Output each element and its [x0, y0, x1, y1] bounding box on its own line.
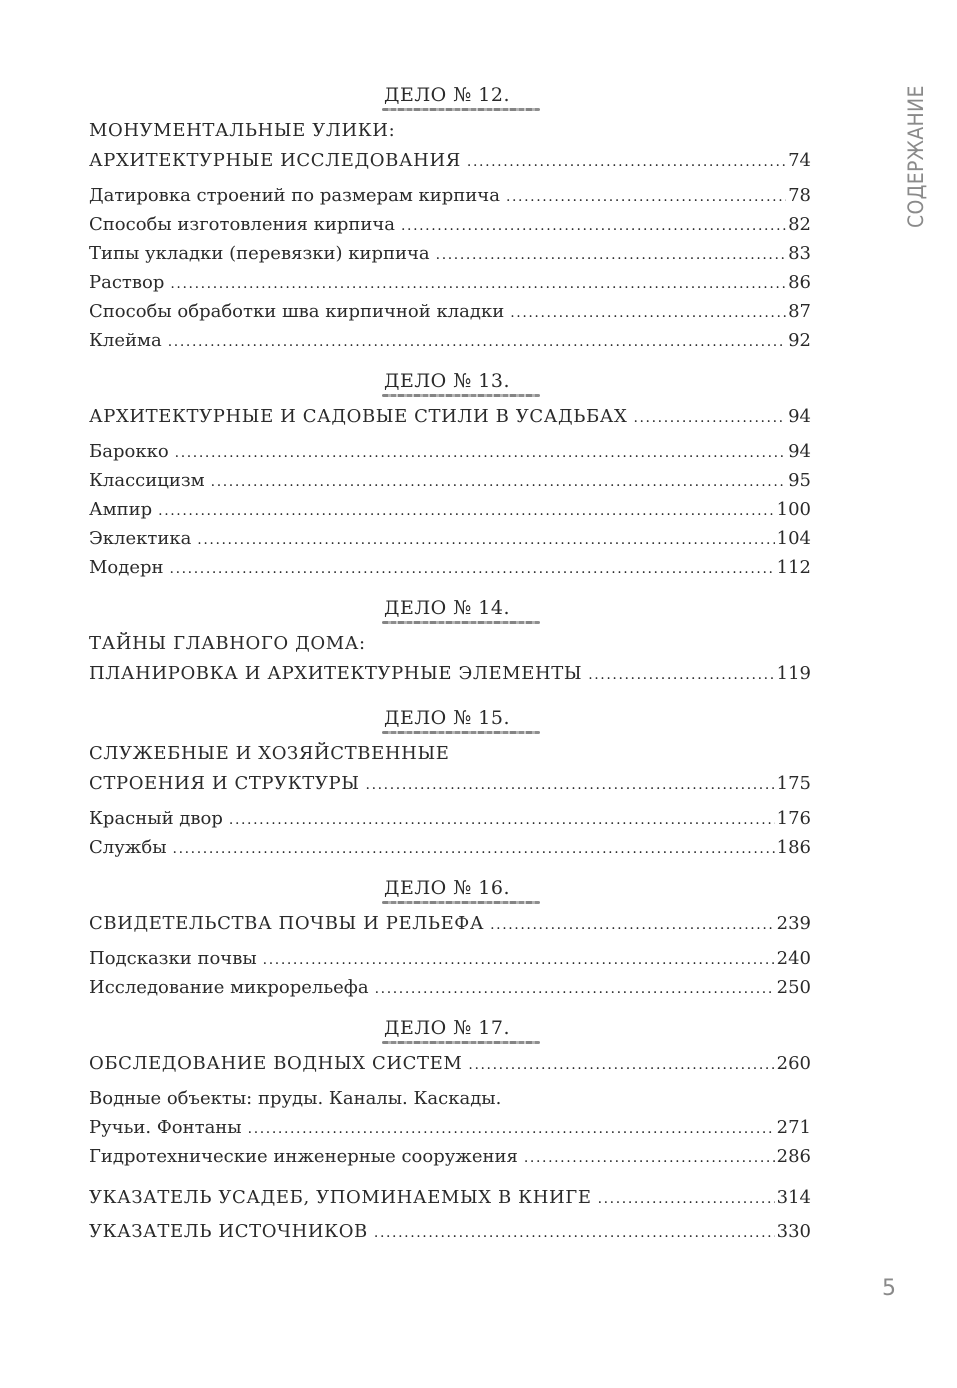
page-ref: 330 [776, 1221, 811, 1242]
dot-leader [374, 1225, 775, 1241]
toc-item-text: Модерн [89, 557, 164, 578]
case-title-entry-text: СТРОЕНИЯ И СТРУКТУРЫ [89, 773, 360, 794]
page-ref: 92 [788, 330, 811, 351]
page-ref: 100 [776, 499, 811, 520]
page-ref: 86 [788, 272, 811, 293]
dot-leader [158, 503, 774, 519]
page-ref: 250 [776, 977, 811, 998]
case-heading [384, 370, 544, 392]
case-title-line-text: СЛУЖЕБНЫЕ И ХОЗЯЙСТВЕННЫЕ [89, 743, 450, 764]
case-title-line-text: МОНУМЕНТАЛЬНЫЕ УЛИКИ: [89, 120, 396, 141]
page-ref: 175 [776, 773, 811, 794]
heading-underline [382, 731, 540, 734]
index-entry-text: УКАЗАТЕЛЬ УСАДЕБ, УПОМИНАЕМЫХ В КНИГЕ [89, 1187, 592, 1208]
dot-leader [366, 777, 775, 793]
case-heading [384, 707, 544, 729]
page-ref: 286 [776, 1146, 811, 1167]
toc-item-text: Водные объекты: пруды. Каналы. Каскады. [89, 1088, 502, 1109]
case-title-entry-text: АРХИТЕКТУРНЫЕ ИССЛЕДОВАНИЯ [89, 150, 461, 171]
heading-underline [382, 621, 540, 624]
page-ref: 239 [776, 913, 811, 934]
case-heading [384, 1017, 544, 1039]
toc-item-text: Раствор [89, 272, 165, 293]
case-title-entry-text: СВИДЕТЕЛЬСТВА ПОЧВЫ И РЕЛЬЕФА [89, 913, 485, 934]
toc-item[interactable] [89, 948, 811, 974]
dot-leader [633, 410, 786, 426]
toc-item[interactable] [89, 470, 811, 496]
case-title-entry-text: ПЛАНИРОВКА И АРХИТЕКТУРНЫЕ ЭЛЕМЕНТЫ [89, 663, 583, 684]
dot-leader [263, 952, 775, 968]
case-heading-text: ДЕЛО № 13. [384, 370, 511, 392]
toc-item-text: Датировка строений по размерам кирпича [89, 185, 500, 206]
index-entry[interactable] [89, 1221, 811, 1247]
toc-item[interactable] [89, 185, 811, 211]
dot-leader [211, 474, 786, 490]
dot-leader [248, 1121, 775, 1137]
page-ref: 314 [776, 1187, 811, 1208]
heading-underline [382, 901, 540, 904]
section-label: СОДЕРЖАНИЕ [904, 85, 928, 228]
dot-leader [401, 218, 786, 234]
toc-item-text: Исследование микрорельефа [89, 977, 369, 998]
case-title-line[interactable] [89, 633, 811, 659]
dot-leader [173, 841, 775, 857]
page-ref: 82 [788, 214, 811, 235]
dot-leader [468, 1057, 774, 1073]
case-title-entry[interactable] [89, 913, 811, 939]
case-title-line[interactable] [89, 743, 811, 769]
case-title-entry-text: АРХИТЕКТУРНЫЕ И САДОВЫЕ СТИЛИ В УСАДЬБАХ [89, 406, 628, 427]
toc-item-text: Ручьи. Фонтаны [89, 1117, 242, 1138]
toc-item[interactable] [89, 499, 811, 525]
page-ref: 176 [776, 808, 811, 829]
toc-item[interactable] [89, 1088, 811, 1114]
toc-item-text: Барокко [89, 441, 169, 462]
page-ref: 119 [776, 663, 811, 684]
dot-leader [588, 667, 774, 683]
index-entry-text: УКАЗАТЕЛЬ ИСТОЧНИКОВ [89, 1221, 368, 1242]
dot-leader [170, 276, 786, 292]
page-ref: 94 [788, 441, 811, 462]
toc-item[interactable] [89, 301, 811, 327]
heading-underline [382, 394, 540, 397]
case-heading-text: ДЕЛО № 12. [384, 84, 511, 106]
page-ref: 271 [776, 1117, 811, 1138]
page-number: 5 [882, 1276, 896, 1301]
case-heading-text: ДЕЛО № 17. [384, 1017, 511, 1039]
page-ref: 87 [788, 301, 811, 322]
toc-item-text: Гидротехнические инженерные сооружения [89, 1146, 518, 1167]
case-heading [384, 877, 544, 899]
toc-item[interactable] [89, 1146, 811, 1172]
case-heading-text: ДЕЛО № 14. [384, 597, 511, 619]
toc-item[interactable] [89, 808, 811, 834]
toc-item[interactable] [89, 1117, 811, 1143]
case-heading [384, 84, 544, 106]
toc-item-text: Способы изготовления кирпича [89, 214, 395, 235]
toc-item[interactable] [89, 243, 811, 269]
toc-item[interactable] [89, 528, 811, 554]
page-ref: 260 [776, 1053, 811, 1074]
heading-underline [382, 1041, 540, 1044]
toc-item[interactable] [89, 441, 811, 467]
case-title-entry-text: ОБСЛЕДОВАНИЕ ВОДНЫХ СИСТЕМ [89, 1053, 463, 1074]
case-title-entry[interactable] [89, 406, 811, 432]
dot-leader [229, 812, 775, 828]
case-title-entry[interactable] [89, 663, 811, 689]
toc-item[interactable] [89, 837, 811, 863]
dot-leader [197, 532, 774, 548]
toc-item-text: Клейма [89, 330, 162, 351]
page-ref: 186 [776, 837, 811, 858]
dot-leader [510, 305, 786, 321]
case-title-entry[interactable] [89, 1053, 811, 1079]
toc-item[interactable] [89, 272, 811, 298]
case-title-entry[interactable] [89, 773, 811, 799]
page-ref: 112 [776, 557, 811, 578]
case-title-line[interactable] [89, 120, 811, 146]
heading-underline [382, 108, 540, 111]
toc-item[interactable] [89, 557, 811, 583]
toc-item-text: Красный двор [89, 808, 223, 829]
dot-leader [467, 154, 786, 170]
toc-item[interactable] [89, 330, 811, 356]
toc-item-text: Способы обработки шва кирпичной кладки [89, 301, 505, 322]
dot-leader [375, 981, 775, 997]
dot-leader [490, 917, 775, 933]
dot-leader [598, 1191, 775, 1207]
dot-leader [168, 334, 786, 350]
toc-item[interactable] [89, 977, 811, 1003]
case-heading-text: ДЕЛО № 16. [384, 877, 511, 899]
case-heading-text: ДЕЛО № 15. [384, 707, 511, 729]
case-title-entry[interactable] [89, 150, 811, 176]
toc-item-text: Классицизм [89, 470, 205, 491]
toc-item-text: Подсказки почвы [89, 948, 257, 969]
index-entry[interactable] [89, 1187, 811, 1213]
case-title-line-text: ТАЙНЫ ГЛАВНОГО ДОМА: [89, 633, 366, 654]
dot-leader [170, 561, 775, 577]
dot-leader [436, 247, 786, 263]
page-ref: 83 [788, 243, 811, 264]
page-ref: 104 [776, 528, 811, 549]
dot-leader [506, 189, 786, 205]
dot-leader [175, 445, 786, 461]
page-ref: 240 [776, 948, 811, 969]
dot-leader [524, 1150, 775, 1166]
toc-item-text: Типы укладки (перевязки) кирпича [89, 243, 430, 264]
case-heading [384, 597, 544, 619]
toc-item-text: Службы [89, 837, 167, 858]
toc-item-text: Ампир [89, 499, 153, 520]
page-ref: 78 [788, 185, 811, 206]
toc-item-text: Эклектика [89, 528, 192, 549]
page-ref: 94 [788, 406, 811, 427]
toc-item[interactable] [89, 214, 811, 240]
page-ref: 74 [788, 150, 811, 171]
page-ref: 95 [788, 470, 811, 491]
